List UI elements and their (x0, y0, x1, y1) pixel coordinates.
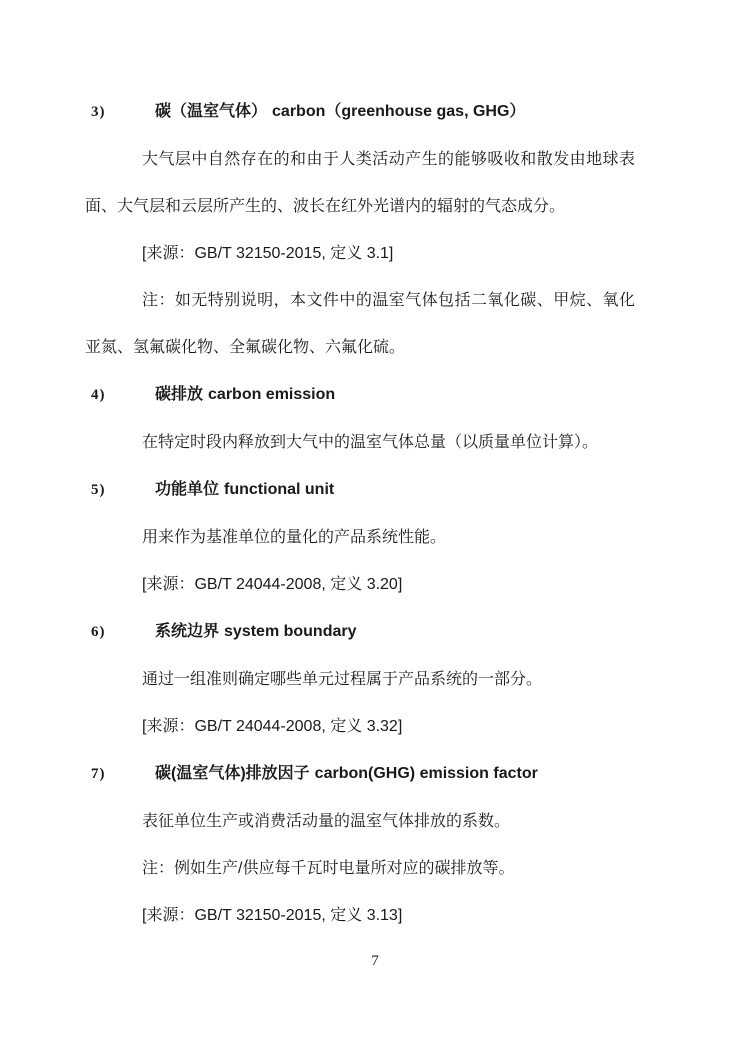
source-paragraph: [来源：GB/T 32150-2015, 定义 3.1] (142, 245, 394, 262)
term-heading (85, 608, 635, 656)
page-footer (0, 946, 750, 976)
term-name-zh: 碳排放 (155, 386, 204, 403)
definition-paragraph: 用来作为基准单位的量化的产品系统性能。 (142, 529, 447, 546)
definition-paragraph: 大气层中自然存在的和由于人类活动产生的能够吸收和散发由地球表面、大气层和云层所产生的、波长在红外光谱内的辐射的气态成分。 (85, 151, 635, 215)
source-paragraph: [来源：GB/T 24044-2008, 定义 3.32] (142, 718, 403, 735)
page-number: 7 (371, 953, 379, 969)
term-name-en: carbon(GHG) emission factor (314, 765, 538, 782)
term-name-en: functional unit (224, 481, 335, 498)
term-heading (85, 466, 635, 514)
term-number: 3) (91, 104, 106, 120)
term-item (85, 88, 635, 371)
definition-paragraph: 表征单位生产或消费活动量的温室气体排放的系数。 (142, 813, 511, 830)
term-number: 6) (91, 624, 106, 640)
source-paragraph: [来源：GB/T 24044-2008, 定义 3.20] (142, 576, 403, 593)
term-name-en: system boundary (224, 623, 357, 640)
definition-paragraph: 通过一组准则确定哪些单元过程属于产品系统的一部分。 (142, 671, 543, 688)
term-name-en: carbon emission (208, 386, 336, 403)
term-name-zh: 系统边界 (155, 623, 220, 640)
note-paragraph: 注：例如生产/供应每千瓦时电量所对应的碳排放等。 (142, 860, 515, 877)
term-name-en: carbon（greenhouse gas, GHG） (272, 103, 526, 120)
term-name-zh: 碳（温室气体） (155, 103, 268, 120)
term-number: 5) (91, 482, 106, 498)
term-item (85, 466, 635, 608)
term-item (85, 750, 635, 939)
term-name-zh: 碳(温室气体)排放因子 (155, 765, 310, 782)
term-heading (85, 88, 635, 136)
term-heading (85, 371, 635, 419)
source-paragraph: [来源：GB/T 32150-2015, 定义 3.13] (142, 907, 403, 924)
term-number: 7) (91, 766, 106, 782)
term-item (85, 371, 635, 466)
term-number: 4) (91, 387, 106, 403)
terms-list (85, 88, 635, 939)
term-name-zh: 功能单位 (155, 481, 220, 498)
term-heading (85, 750, 635, 798)
term-item (85, 608, 635, 750)
definition-paragraph: 在特定时段内释放到大气中的温室气体总量（以质量单位计算）。 (142, 434, 599, 451)
note-paragraph: 注：如无特别说明，本文件中的温室气体包括二氧化碳、甲烷、氧化亚氮、氢氟碳化物、全氟碳化物、六氟化硫。 (85, 292, 635, 356)
